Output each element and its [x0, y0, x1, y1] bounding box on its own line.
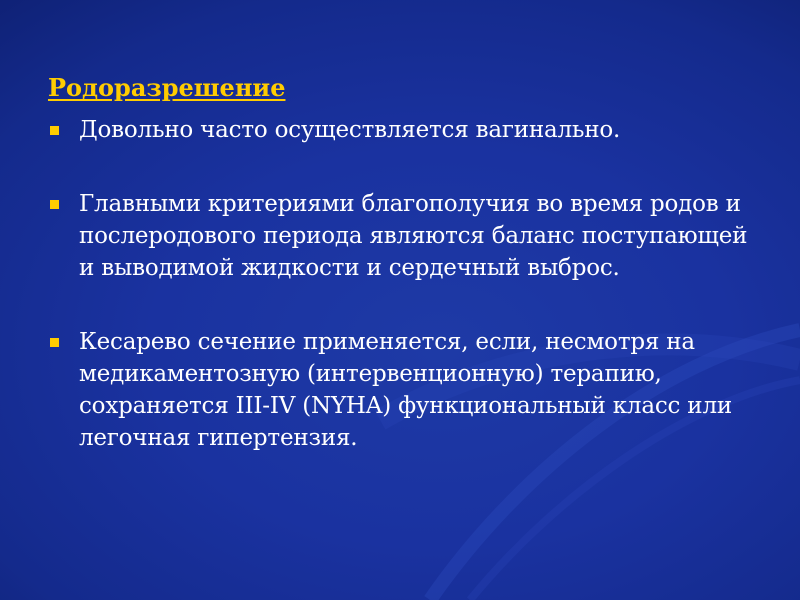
slide-title: Родоразрешение [48, 73, 286, 102]
bullet-item-1 [48, 114, 768, 146]
square-bullet-icon [50, 338, 59, 347]
bullet-text: Кесарево сечение применяется, если, несмотря на медикаментозную (интервенционную) терапию, сохраняется III-IV (NYHA) функциональный класс или легочная гипертензия. [79, 329, 732, 451]
square-bullet-icon [50, 200, 59, 209]
bullet-text: Довольно часто осуществляется вагинально. [79, 117, 621, 143]
bullet-item-2 [48, 188, 768, 284]
slide-content [48, 72, 768, 454]
bullet-list [48, 114, 768, 454]
bullet-item-3 [48, 326, 768, 454]
bullet-text: Главными критериями благополучия во время родов и послеродового периода являются баланс поступающей и выводимой жидкости и сердечный выброс. [79, 191, 748, 281]
square-bullet-icon [50, 126, 59, 135]
